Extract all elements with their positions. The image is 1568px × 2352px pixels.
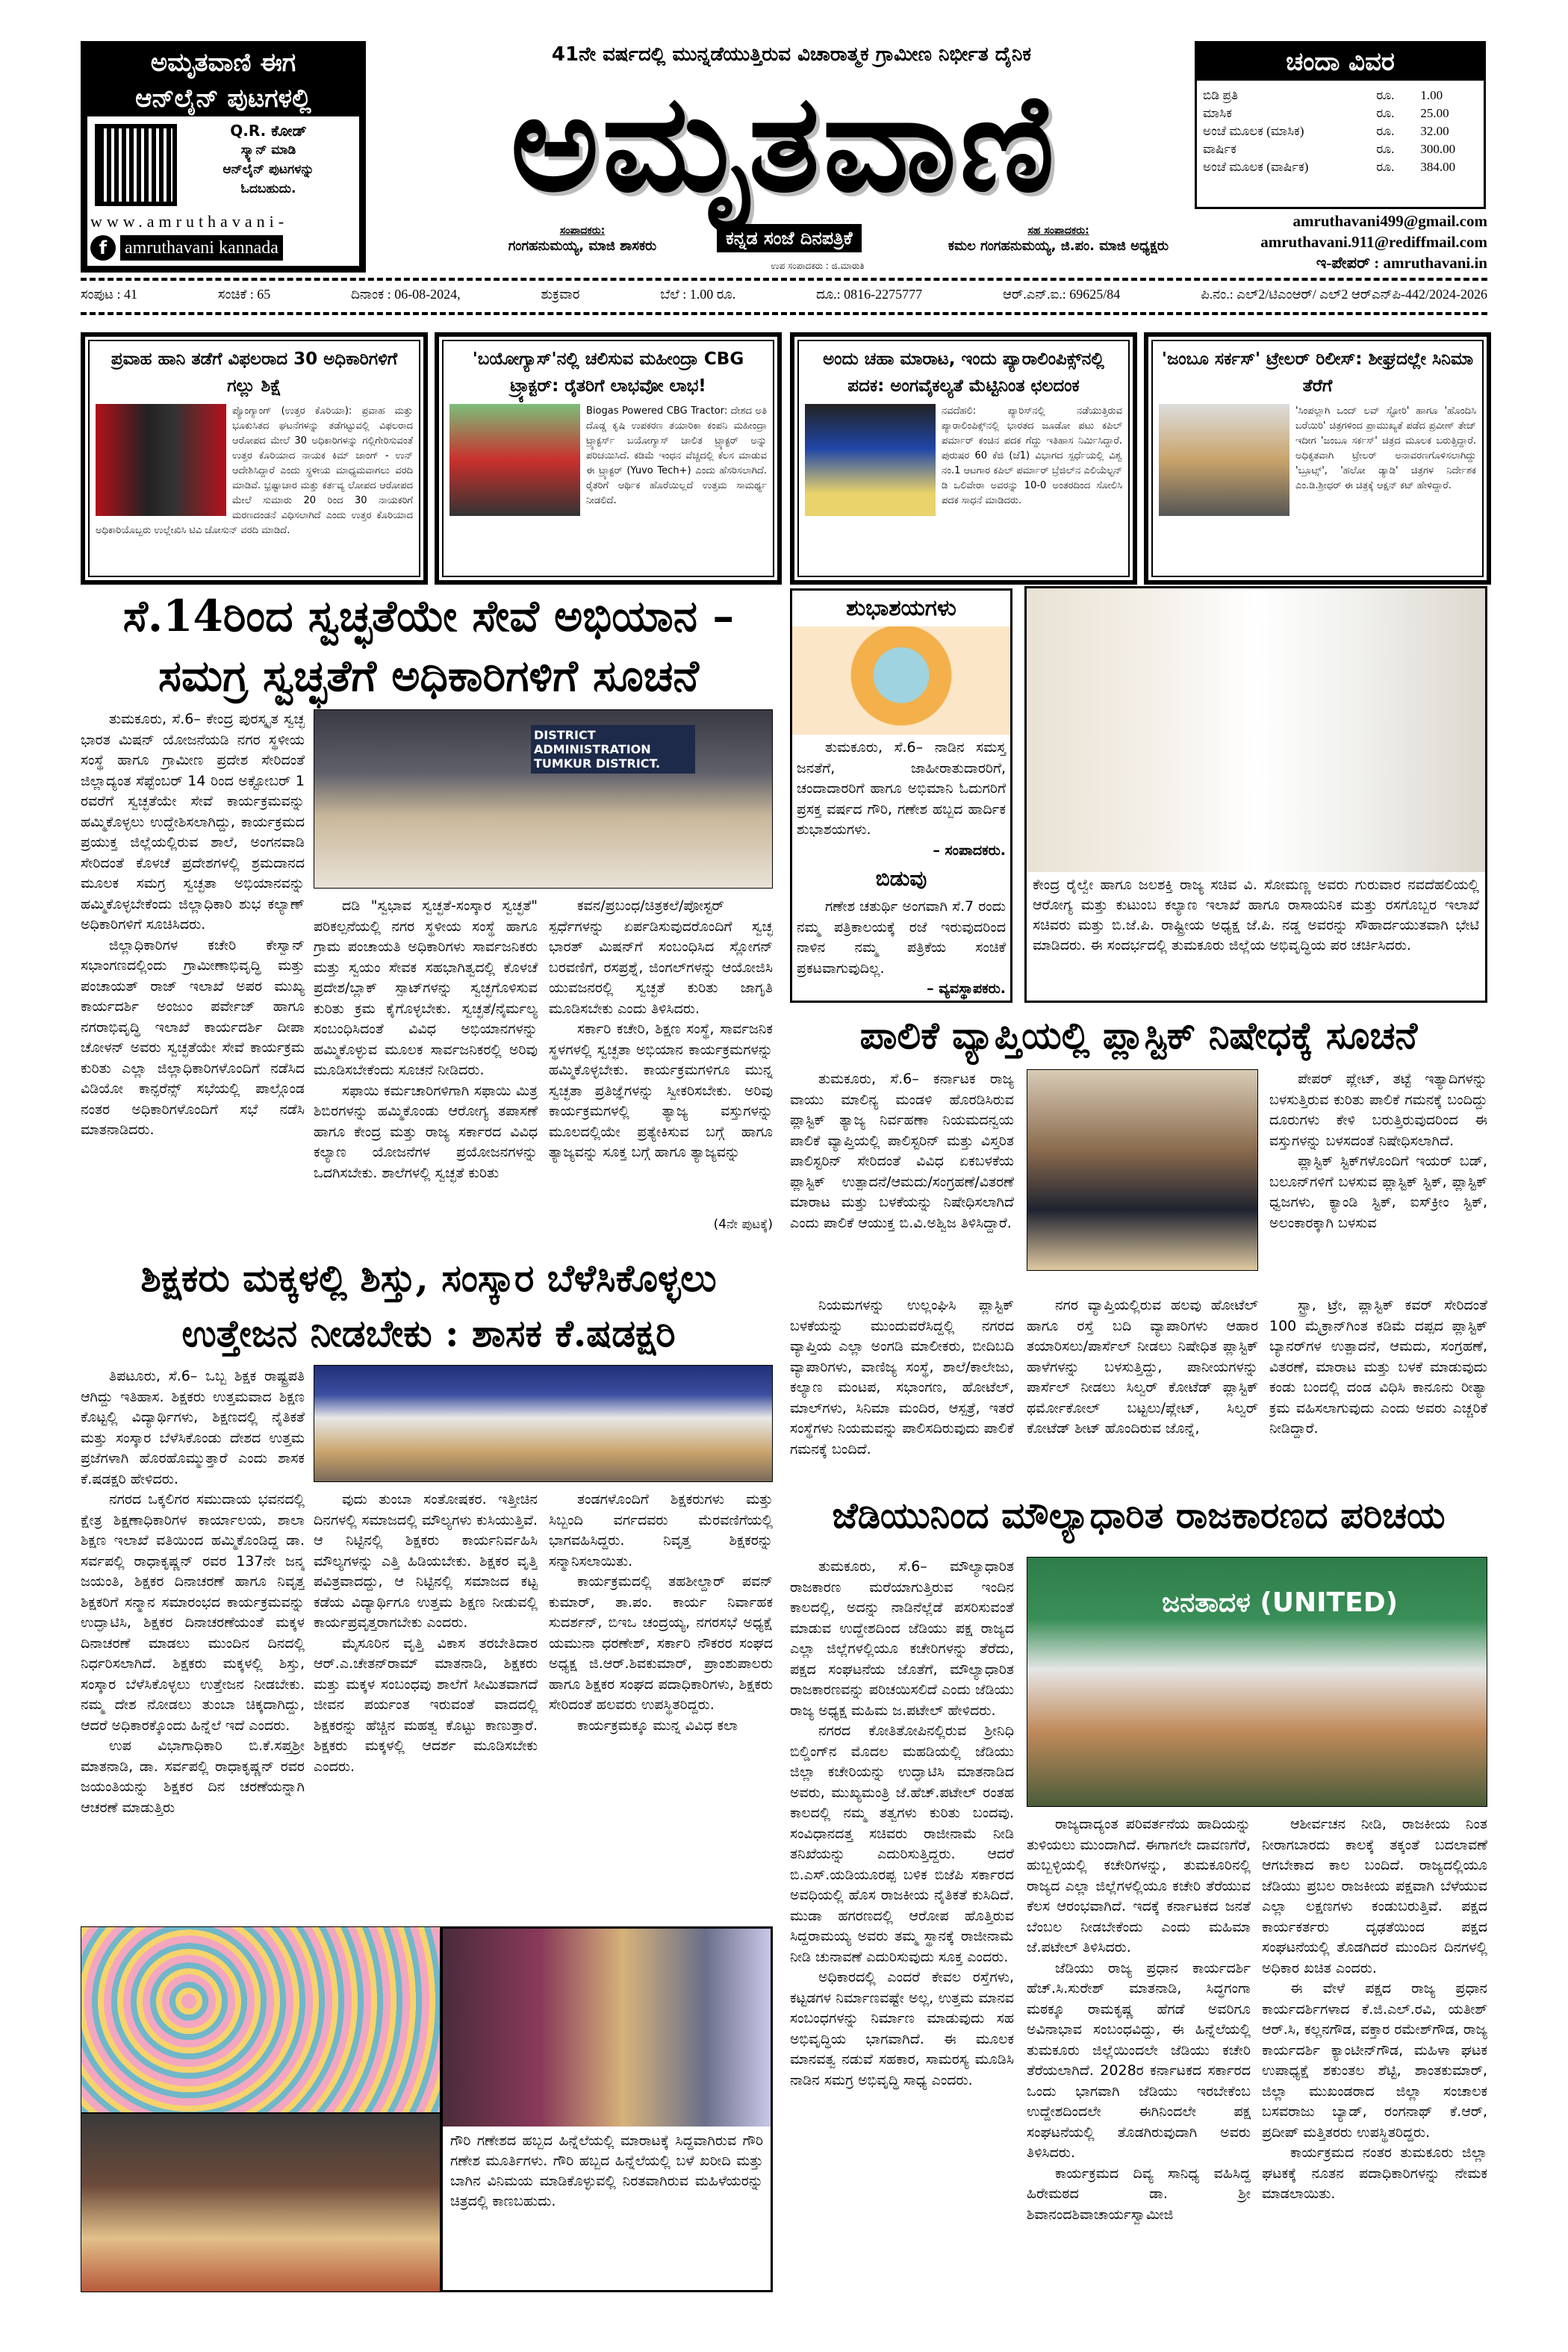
qr-code-icon[interactable] xyxy=(95,124,177,206)
jdu-banner: ಜನತಾದಳ (UNITED) xyxy=(1162,1587,1399,1618)
paragraph: ತುಮಕೂರು, ಸೆ.6– ಕೇಂದ್ರ ಪುರಸ್ಕೃತ ಸ್ವಚ್ಛ ಭಾರತ ಮಿಷನ್ ಯೋಜನೆಯಡಿ ನಗರ ಸ್ಥಳೀಯ ಸಂಸ್ಥೆ ಹಾಗೂ ಗ್ರಾಮೀಣ ಪ್ರದೇಶ ಸೇರಿದಂತೆ ಜಿಲ್ಲಾದ್ಯಂತ ಸೆಪ್ಟೆಂಬರ್ 14 ರಿಂದ ಅಕ್ಟೋಬರ್ 1 ರವರೆಗೆ ಸ್ವಚ್ಛತೆಯೇ ಸೇವೆ ಕಾರ್ಯಕ್ರಮವನ್ನು ಹಮ್ಮಿಕೊಳ್ಳಲು ಉದ್ದೇಶಿಸಲಾಗಿದ್ದು, ಕಾರ್ಯಕ್ರಮದ ಪ್ರಯುಕ್ತ ಜಿಲ್ಲೆಯಲ್ಲಿರುವ ಶಾಲೆ, ಅಂಗನವಾಡಿ ಸೇರಿದಂತೆ ಕೊಳಚೆ ಪ್ರದೇಶಗಳಲ್ಲಿ ಶ್ರಮದಾನದ ಮೂಲಕ ಸಮಗ್ರ ಸ್ವಚ್ಛತಾ ಅಭಿಯಾನವನ್ನು ಹಮ್ಮಿಕೊಳ್ಳಬೇಕೆಂದು ಜಿಲ್ಲಾಧಿಕಾರಿ ಶುಭ ಕಲ್ಯಾಣ್ ಅಧಿಕಾರಿಗಳಿಗೆ ಸೂಚಿಸಿದರು. xyxy=(81,711,305,933)
article-column xyxy=(790,1295,1014,1481)
news-box-photo xyxy=(96,404,226,516)
online-pages-promo xyxy=(81,41,366,273)
headline-swachhata xyxy=(81,586,777,706)
editor-label: ಸಂಪಾದಕರು: xyxy=(559,225,606,237)
commissioner-photo xyxy=(1027,1069,1258,1271)
paragraph: ತಿಪಟೂರು, ಸೆ.6– ಒಬ್ಬ ಶಿಕ್ಷಕ ರಾಷ್ಟ್ರಪತಿ ಆಗಿದ್ದು ಇತಿಹಾಸ. ಶಿಕ್ಷಕರು ಉತ್ತಮವಾದ ಶಿಕ್ಷಣ ಕೊಟ್ಟಲ್ಲಿ ವಿದ್ಯಾರ್ಥಿಗಳು, ಶಿಕ್ಷಣದಲ್ಲಿ ನೈತಿಕತೆ ಮತ್ತು ಸಂಸ್ಕಾರ ಬೆಳೆಸಿಕೊಂಡು ದೇಶದ ಉತ್ತಮ ಪ್ರಜೆಗಳಾಗಿ ಹೊರಹೊಮ್ಮುತ್ತಾರೆ ಎಂದು ಶಾಸಕ ಕೆ.ಷಡಕ್ಷರಿ ಹೇಳಿದರು. xyxy=(81,1368,305,1487)
photo-sign: DISTRICT ADMINISTRATION TUMKUR DISTRICT. xyxy=(531,725,695,774)
top-news-box[interactable] xyxy=(81,332,428,585)
greetings-title: ಶುಭಾಶಯಗಳು xyxy=(846,595,956,621)
postal-reg: ಪಿ.ನಂ.: ಎಲ್2/ಟಿಎಂಆರ್/ ಎಲ್2 ಆರ್‌ಎನ್‌ಪಿ-442/2024-2026 xyxy=(1201,287,1487,302)
paragraph: ವುದು ತುಂಬಾ ಸಂತೋಷಕರ. ಇತ್ತೀಚಿನ ದಿನಗಳಲ್ಲಿ ಸಮಾಜದಲ್ಲಿ ಮೌಲ್ಯಗಳು ಕುಸಿಯುತ್ತಿವೆ. ಆ ನಿಟ್ಟಿನಲ್ಲಿ ಶಿಕ್ಷಕರು ಕಾರ್ಯನಿರ್ವಹಿಸಿ ಮೌಲ್ಯಗಳನ್ನು ಎತ್ತಿ ಹಿಡಿಯಬೇಕು. ಶಿಕ್ಷಕರ ವೃತ್ತಿ ಪವಿತ್ರವಾದದ್ದು, ಆ ನಿಟ್ಟಿನಲ್ಲಿ ಸಮಾಜದ ಕಟ್ಟ ಕಡೆಯ ವಿದ್ಯಾರ್ಥಿಗೂ ಉತ್ತಮ ಶಿಕ್ಷಣ ನೀಡುವಲ್ಲಿ ಕಾರ್ಯಪ್ರವೃತ್ತರಾಗಬೇಕು ಎಂದರು. xyxy=(314,1491,538,1631)
paragraph: ಕಾರ್ಯಕ್ರಮದ ದಿವ್ಯ ಸಾನಿಧ್ಯ ವಹಿಸಿದ್ದ ಹಿರೇಮಠದ ಡಾ. ಶ್ರೀ ಶಿವಾನಂದಶಿವಾಚಾರ್ಯಸ್ವಾಮೀಜಿ xyxy=(1027,2165,1251,2223)
paragraph: ತುಮಕೂರು, ಸೆ.6– ಕರ್ನಾಟಕ ರಾಜ್ಯ ವಾಯು ಮಾಲಿನ್ಯ ಮಂಡಳಿ ಹೊರಡಿಸಿರುವ ಪ್ಲಾಸ್ಟಿಕ್ ತ್ಯಾಜ್ಯ ನಿರ್ವಹಣಾ ನಿಯಮದನ್ವಯ ಪಾಲಿಕೆ ವ್ಯಾಪ್ತಿಯಲ್ಲಿ ಪಾಲಿಸ್ಟರಿನ್ ಮತ್ತು ವಿಸ್ತರಿತ ಪಾಲಿಸ್ಟರಿನ್ ಸೇರಿದಂತೆ ವಿವಿಧ ಏಕಬಳಕೆಯ ಪ್ಲಾಸ್ಟಿಕ್ ಉತ್ಪಾದನೆ/ಆಮದು/ಸಂಗ್ರಹಣೆ/ವಿತರಣೆ ಮಾರಾಟ ಮತ್ತು ಬಳಕೆಯನ್ನು ನಿಷೇಧಿಸಲಾಗಿದೆ ಎಂದು ಪಾಲಿಕೆ ಆಯುಕ್ತ ಬಿ.ವಿ.ಅಶ್ವಿಜ ತಿಳಿಸಿದ್ದಾರೆ. xyxy=(790,1071,1014,1231)
article-column xyxy=(790,1069,1014,1292)
subscription-title: ಚಂದಾ ವಿವರ xyxy=(1197,43,1484,81)
somanna-photo-box xyxy=(1024,586,1487,1003)
greetings-body: ತುಮಕೂರು, ಸೆ.6– ನಾಡಿನ ಸಮಸ್ತ ಜನತೆಗೆ, ಜಾಹೀರಾತುದಾರರಿಗೆ, ಚಂದಾದಾರರಿಗೆ ಹಾಗೂ ಅಭಿಮಾನಿ ಓದುಗರಿಗೆ ಪ್ರಸಕ್ತ ವರ್ಷದ ಗೌರಿ, ಗಣೇಶ ಹಬ್ಬದ ಹಾರ್ದಿಕ ಶುಭಾಶಯಗಳು. xyxy=(797,739,1006,838)
sub-editor: ಉಪ ಸಂಪಾದಕರು : ಜಿ.ಮಾರುತಿ xyxy=(771,261,865,271)
subscription-label: ಬಿಡಿ ಪ್ರತಿ xyxy=(1203,88,1239,102)
paragraph: ಕವನ/ಪ್ರಬಂಧ/ಚಿತ್ರಕಲೆ/ಪೋಸ್ಟರ್ ಸ್ಪರ್ಧೆಗಳನ್ನು ಏರ್ಪಡಿಸುವುದರೊಂದಿಗೆ ಸ್ವಚ್ಛ ಭಾರತ್ ಮಿಷನ್‌ಗೆ ಸಂಬಂಧಿಸಿದ ಸ್ಲೋಗನ್ ಬರವಣಿಗೆ, ರಸಪ್ರಶ್ನೆ, ಜಿಂಗಲ್‌ಗಳನ್ನು ಆಯೋಜಿಸಿ ಯುವಜನರಲ್ಲಿ ಸ್ವಚ್ಛತೆ ಕುರಿತು ಜಾಗೃತಿ ಮೂಡಿಸಬೇಕು ಎಂದು ತಿಳಿಸಿದರು. xyxy=(549,897,773,1017)
headline-jdu: ಜೆಡಿಯುನಿಂದ ಮೌಲ್ಯಾಧಾರಿತ ರಾಜಕಾರಣದ ಪರಿಚಯ xyxy=(832,1495,1446,1537)
paragraph: ನಗರ ವ್ಯಾಪ್ತಿಯಲ್ಲಿರುವ ಹಲವು ಹೋಟೆಲ್ ಹಾಗೂ ರಸ್ತೆ ಬದಿ ವ್ಯಾಪಾರಿಗಳು ಆಹಾರ ತಯಾರಿಸಲು/ಪಾರ್ಸೆಲ್ ನೀಡಲು ನಿಷೇಧಿತ ಪ್ಲಾಸ್ಟಿಕ್ ಹಾಳೆಗಳನ್ನು ಬಳಸುತ್ತಿದ್ದು, ಪಾನೀಯಗಳನ್ನು ಪಾರ್ಸೆಲ್ ನೀಡಲು ಸಿಲ್ವರ್ ಕೋಟೆಡ್ ಪ್ಲಾಸ್ಟಿಕ್ ಥರ್ಮೋಕೋಲ್ ಬಟ್ಟಲು/ಪ್ಲೇಟ್, ಸಿಲ್ವರ್ ಕೋಟೆಡ್ ಶೀಟ್ ಹೊಂದಿರುವ ಜೊನ್ನೆ, xyxy=(1027,1297,1258,1437)
facebook-icon: f xyxy=(90,235,116,261)
top-news-box[interactable] xyxy=(435,332,782,585)
rni-number: ಆರ್.ಎನ್.ಐ.: 69625/84 xyxy=(1003,287,1121,302)
subscription-amt: 384.00 xyxy=(1420,160,1456,174)
paragraph: ರಾಜ್ಯದಾದ್ಯಂತ ಪರಿವರ್ತನೆಯ ಹಾದಿಯನ್ನು ತುಳಿಯಲು ಮುಂದಾಗಿದೆ. ಈಗಾಗಲೇ ದಾವಣಗೆರೆ, ಹುಬ್ಬಳ್ಳಿಯಲ್ಲಿ ಕಚೇರಿಗಳನ್ನು, ತುಮಕೂರಿನಲ್ಲಿ ರಾಜ್ಯದ ಎಲ್ಲಾ ಜಿಲ್ಲೆಗಳಲ್ಲಿಯೂ ಕಚೇರಿ ತೆರೆಯುವ ಕೆಲಸ ಆರಂಭವಾಗಿದೆ. ಇದಕ್ಕೆ ಕರ್ನಾಟಕದ ಜನತೆ ಬೆಂಬಲ ನೀಡಬೇಕೆಂದು ಎಂದು ಮಹಿಮಾ ಜೆ.ಪಟೇಲ್ ತಿಳಿಸಿದರು. xyxy=(1027,1816,1251,1956)
paragraph: ಕಾರ್ಯಕ್ರಮದಲ್ಲಿ ತಹಶೀಲ್ದಾರ್ ಪವನ್ ಕುಮಾರ್, ತಾ.ಪಂ. ಕಾರ್ಯ ನಿರ್ವಾಹಕ ಸುದರ್ಶನ್, ಬಿಇಒ ಚಂದ್ರಯ್ಯ, ನಗರಸಭೆ ಅಧ್ಯಕ್ಷೆ ಯಮುನಾ ಧರಣೇಶ್, ಸರ್ಕಾರಿ ನೌಕರರ ಸಂಘದ ಅಧ್ಯಕ್ಷ ಜಿ.ಆರ್.ಶಿವಕುಮಾರ್, ಪ್ರಾಂಶುಪಾಲರು ಹಾಗೂ ಶಿಕ್ಷಕರ ಸಂಘದ ಪದಾಧಿಕಾರಿಗಳು, ಶಿಕ್ಷಕರು ಸೇರಿದಂತೆ ಹಲವರು ಉಪಸ್ಥಿತರಿದ್ದರು. xyxy=(549,1573,773,1713)
phone: ದೂ.: 0816-2275777 xyxy=(816,287,923,302)
tagline: 41ನೇ ವರ್ಷದಲ್ಲಿ ಮುನ್ನಡೆಯುತ್ತಿರುವ ವಿಚಾರಾತ್ಮಕ ಗ್ರಾಮೀಣ ನಿರ್ಭೀತ ದೈನಿಕ xyxy=(551,43,1032,66)
news-box-title: ಪ್ರವಾಹ ಹಾನಿ ತಡೆಗೆ ವಿಫಲರಾದ 30 ಅಧಿಕಾರಿಗಳಿಗೆ ಗಲ್ಲು ಶಿಕ್ಷೆ xyxy=(111,349,398,396)
subscription-row xyxy=(1197,158,1484,176)
women-bagina-photo xyxy=(81,2113,441,2292)
volume: ಸಂಪುಟ : 41 xyxy=(81,287,137,302)
date: ದಿನಾಂಕ : 06-08-2024, xyxy=(351,287,461,302)
top-news-box[interactable] xyxy=(790,332,1137,585)
paragraph: ಕಾರ್ಯಕ್ರಮಕ್ಕೂ ಮುನ್ನ ವಿವಿಧ ಕಲಾ xyxy=(577,1717,738,1734)
paragraph: ಪೇಪರ್ ಪ್ಲೇಟ್, ತಟ್ಟೆ ಇತ್ಯಾದಿಗಳನ್ನು ಬಳಸುತ್ತಿರುವ ಕುರಿತು ಪಾಲಿಕೆ ಗಮನಕ್ಕೆ ಬಂದಿದ್ದು ದೂರುಗಳು ಕೇಳಿ ಬರುತ್ತಿರುವುದರಿಂದ ಈ ವಸ್ತುಗಳನ್ನು ಬಳಸದಂತೆ ನಿಷೇಧಿಸಲಾಗಿದೆ. xyxy=(1269,1071,1487,1149)
subscription-cur: ರೂ. xyxy=(1376,106,1395,120)
subscription-row xyxy=(1197,87,1484,105)
qr-line-3: ಆನ್‌ಲೈನ್ ಪುಟಗಳನ್ನು xyxy=(223,162,314,177)
article-column xyxy=(81,709,305,1243)
paragraph: ತುಮಕೂರು, ಸೆ.6– ಮೌಲ್ಯಾಧಾರಿತ ರಾಜಕಾರಣ ಮರೆಯಾಗುತ್ತಿರುವ ಇಂದಿನ ಕಾಲದಲ್ಲಿ, ಅದನ್ನು ನಾಡಿನೆಲ್ಲೆಡೆ ಪಸರಿಸುವಂತೆ ಮಾಡುವ ಉದ್ದೇಶದಿಂದ ಜೆಡಿಯು ಪಕ್ಷ ರಾಜ್ಯದ ಎಲ್ಲಾ ಜಿಲ್ಲೆಗಳಲ್ಲಿಯೂ ಕಚೇರಿಗಳನ್ನು ತೆರೆದು, ಪಕ್ಷದ ಸಂಘಟನೆಯ ಜೊತೆಗೆ, ಮೌಲ್ಯಾಧಾರಿತ ರಾಜಕಾರಣವನ್ನು ಪರಿಚಯಿಸಲಿದೆ ಎಂದು ಜೆಡಿಯು ರಾಜ್ಯ ಅಧ್ಯಕ್ಷ ಮಹಿಮ ಜ.ಪಟೇಲ್ ಹೇಳಿದರು. xyxy=(790,1558,1014,1719)
article-column xyxy=(549,1490,773,1889)
issue-info-bar xyxy=(81,285,1487,303)
paragraph: ನಿಯಮಗಳನ್ನು ಉಲ್ಲಂಘಿಸಿ ಪ್ಲಾಸ್ಟಿಕ್ ಬಳಕೆಯನ್ನು ಮುಂದುವರೆಸಿದ್ದಲ್ಲಿ ನಗರದ ವ್ಯಾಪ್ತಿಯ ಎಲ್ಲಾ ಅಂಗಡಿ ಮಾಲೀಕರು, ಬೀದಿಬದಿ ವ್ಯಾಪಾರಿಗಳು, ವಾಣಿಜ್ಯ ಸಂಸ್ಥೆ, ಶಾಲೆ/ಕಾಲೇಜು, ಕಲ್ಯಾಣ ಮಂಟಪ, ಸಭಾಂಗಣ, ಹೋಟೆಲ್, ಮಾಲ್‌ಗಳು, ಸಿನಿಮಾ ಮಂದಿರ, ಆಸ್ಪತ್ರೆ, ಇತರೆ ಸಂಸ್ಥೆಗಳು ನಿಯಮವನ್ನು ಪಾಲಿಸದಿರುವುದು ಪಾಲಿಕೆ ಗಮನಕ್ಕೆ ಬಂದಿದೆ. xyxy=(790,1297,1014,1457)
somanna-nadda-photo xyxy=(1027,588,1485,872)
paragraph: ಸ್ಟ್ರಾ, ಟ್ರೇ, ಪ್ಲಾಸ್ಟಿಕ್ ಕವರ್ ಸೇರಿದಂತೆ 100 ಮೈಕ್ರಾನ್‌ಗಿಂತ ಕಡಿಮೆ ದಪ್ಪದ ಪ್ಲಾಸ್ಟಿಕ್ ಬ್ಯಾನರ್‌ಗಳ ಉತ್ಪಾದನೆ, ಆಮದು, ಸಂಗ್ರಹಣೆ, ವಿತರಣೆ, ಮಾರಾಟ ಮತ್ತು ಬಳಕೆ ಮಾಡುವುದು ಕಂಡು ಬಂದಲ್ಲಿ ದಂಡ ವಿಧಿಸಿ ಕಾನೂನು ರೀತ್ಯಾ ಕ್ರಮ ವಹಿಸಲಾಗುವುದು ಎಂದು ಅವರು ಎಚ್ಚರಿಕೆ ನೀಡಿದ್ದಾರೆ. xyxy=(1269,1297,1487,1437)
paragraph: ತಂಡಗಳೊಂದಿಗೆ ಶಿಕ್ಷಕರುಗಳು ಮತ್ತು ಸಿಬ್ಬಂದಿ ವರ್ಗದವರು ಮೆರವಣಿಗೆಯಲ್ಲಿ ಭಾಗವಹಿಸಿದ್ದರು. ನಿವೃತ್ತ ಶಿಕ್ಷಕರನ್ನು ಸನ್ಮಾನಿಸಲಾಯಿತು. xyxy=(549,1491,773,1569)
subscription-row xyxy=(1197,122,1484,140)
email-rediff[interactable]: amruthavani.911@rediffmail.com xyxy=(1260,233,1487,251)
article-column xyxy=(1262,1814,1487,2296)
paragraph: ನಗರದ ಒಕ್ಕಲಿಗರ ಸಮುದಾಯ ಭವನದಲ್ಲಿ ಕ್ಷೇತ್ರ ಶಿಕ್ಷಣಾಧಿಕಾರಿಗಳ ಕಾರ್ಯಾಲಯ, ಶಾಲಾ ಶಿಕ್ಷಣ ಇಲಾಖೆ ವತಿಯಿಂದ ಹಮ್ಮಿಕೊಂಡಿದ್ದ ಡಾ. ಸರ್ವಪಲ್ಲಿ ರಾಧಾಕೃಷ್ಣನ್ ರವರ 137ನೇ ಜನ್ಮ ಜಯಂತಿ, ಶಿಕ್ಷಕರ ದಿನಾಚರಣೆ ಹಾಗೂ ನಿವೃತ್ತ ಶಿಕ್ಷಕರಿಗೆ ಸನ್ಮಾನ ಸಮಾರಂಭದ ಕಾರ್ಯಕ್ರಮವನ್ನು ಉದ್ಘಾಟಿಸಿ, ಶಿಕ್ಷಕರ ದಿನಾಚರಣೆಯಂತೆ ಮಕ್ಕಳ ದಿನಾಚರಣೆ ಮಾಡಲು ಮುಂದಿನ ದಿನದಲ್ಲಿ ನಿರ್ಧರಿಸಲಾಗಿದೆ. ಶಿಕ್ಷಕರು ಮಕ್ಕಳಲ್ಲಿ ಶಿಸ್ತು, ಸಂಸ್ಕಾರ ಬೆಳೆಸಿಕೊಳ್ಳಲು ಉತ್ತೇಜನ ನೀಡಬೇಕು. ನಮ್ಮ ದೇಶ ನೋಡಲು ತುಂಬಾ ಚಿಕ್ಕದಾಗಿದ್ದು, ಆದರೆ ಅಧಿಕಾರಕ್ಕೊಂದು ಹಿನ್ನೆಲೆ ಇದೆ ಎಂದರು. xyxy=(81,1491,305,1734)
news-box-body: Biogas Powered CBG Tractor: ದೇಶದ ಅತಿ ದೊಡ್ಡ ಕೃಷಿ ಉಪಕರಣ ತಯಾರಿಕಾ ಕಂಪನಿ ಮಹೀಂದ್ರಾ ಟ್ರ್ಯಾಕ್ಟರ್ಸ್ ಬಯೋಗ್ಯಾಸ್ ಚಾಲಿತ ಟ್ರ್ಯಾಕ್ಟರ್ ಅನ್ನು ಪರಿಚಯಿಸಿದೆ. ಕಡಿಮೆ ಇಂಧನ ವೆಚ್ಚದಲ್ಲಿ ಕೆಲಸ ಮಾಡುವ ಈ ಟ್ರ್ಯಾಕ್ಟರ್ (Yuvo Tech+) ಎಂದು ಹೆಸರಿಸಲಾಗಿದೆ. ರೈತರಿಗೆ ಆರ್ಥಿಕ ಹೊರೆಯಿಲ್ಲದೆ ಉತ್ತಮ ಸಾಮರ್ಥ್ಯ ನೀಡಲಿದೆ. xyxy=(586,405,767,506)
holiday-title: ಬಿಡುವು xyxy=(875,866,927,891)
bangle-market-photo xyxy=(443,1929,771,2127)
greetings-box xyxy=(790,588,1012,1003)
paragraph: ಪ್ಲಾಸ್ಟಿಕ್ ಸ್ಟಿಕ್‌ಗಳೊಂದಿಗೆ ಇಯರ್ ಬಡ್, ಬಲೂನ್‌ಗಳಿಗೆ ಬಳಸುವ ಪ್ಲಾಸ್ಟಿಕ್ ಸ್ಟಿಕ್, ಪ್ಲಾಸ್ಟಿಕ್ ಧ್ವಜಗಳು, ಕ್ಯಾಂಡಿ ಸ್ಟಿಕ್, ಐಸ್‌ಕ್ರೀಂ ಸ್ಟಿಕ್, ಅಲಂಕಾರಕ್ಕಾಗಿ ಬಳಸುವ xyxy=(1269,1153,1487,1231)
article-column xyxy=(314,1490,538,1889)
subscription-cur: ರೂ. xyxy=(1376,124,1395,138)
paragraph: ಉಪ ವಿಭಾಗಾಧಿಕಾರಿ ಬಿ.ಕೆ.ಸಪ್ತಶ್ರೀ ಮಾತನಾಡಿ, ಡಾ. ಸರ್ವಪಲ್ಲಿ ರಾಧಾಕೃಷ್ಣನ್ ರವರ ಜಯಂತಿಯನ್ನು ಶಿಕ್ಷಕರ ದಿನ ಚರಣೆಯನ್ನಾಗಿ ಆಚರಣೆ ಮಾಡುತ್ತಿರು xyxy=(81,1737,305,1816)
subscription-amt: 300.00 xyxy=(1420,142,1456,156)
qr-line-2: ಸ್ಕ್ಯಾನ್ ಮಾಡಿ xyxy=(240,143,296,158)
paragraph: ಆಶೀರ್ವಚನ ನೀಡಿ, ರಾಜಕೀಯ ನಿಂತ ನೀರಾಗಬಾರದು ಕಾಲಕ್ಕೆ ತಕ್ಕಂತೆ ಬದಲಾವಣೆ ಆಗಬೇಕಾದ ಕಾಲ ಬಂದಿದೆ. ರಾಜ್ಯದಲ್ಲಿಯೂ ಜೆಡಿಯು ಪ್ರಬಲ ರಾಜಕೀಯ ಪಕ್ಷವಾಗಿ ಬೆಳೆಯುವ ಎಲ್ಲಾ ಲಕ್ಷಣಗಳು ಕಂಡುಬರುತ್ತಿವೆ. ಪಕ್ಷದ ಕಾರ್ಯಕರ್ತರು ದೃಢತೆಯಿಂದ ಪಕ್ಷದ ಸಂಘಟನೆಯಲ್ಲಿ ತೊಡಗಿದರೆ ಮುಂದಿನ ದಿನಗಳಲ್ಲಿ ಅಧಿಕಾರ ಖಚಿತ ಎಂದರು. xyxy=(1262,1816,1487,1976)
article-column xyxy=(549,896,773,1204)
headline-line-2: ಸಮಗ್ರ ಸ್ವಚ್ಛತೆಗೆ ಅಧಿಕಾರಿಗಳಿಗೆ ಸೂಚನೆ xyxy=(158,650,699,701)
top-news-box[interactable] xyxy=(1144,332,1491,585)
subscription-amt: 1.00 xyxy=(1420,88,1443,102)
headline-plastic: ಪಾಲಿಕೆ ವ್ಯಾಪ್ತಿಯಲ್ಲಿ ಪ್ಲಾಸ್ಟಿಕ್ ನಿಷೇಧಕ್ಕೆ ಸೂಚನೆ xyxy=(859,1013,1418,1057)
co-editor-name: ಕಮಲ ಗಂಗಹನುಮಯ್ಯ, ಜಿ.ಪಂ. ಮಾಜಿ ಅಧ್ಯಕ್ಷರು xyxy=(948,238,1169,254)
jdu-office-photo xyxy=(1027,1557,1487,1807)
meeting-photo xyxy=(314,709,773,889)
headline-line-1: ಶಿಕ್ಷಕರು ಮಕ್ಕಳಲ್ಲಿ ಶಿಸ್ತು, ಸಂಸ್ಕಾರ ಬೆಳೆಸಿಕೊಳ್ಳಲು xyxy=(140,1256,717,1300)
paragraph: ಅಧಿಕಾರದಲ್ಲಿ ಎಂದರೆ ಕೇವಲ ರಸ್ತೆಗಳು, ಕಟ್ಟಡಗಳ ನಿರ್ಮಾಣವಷ್ಟೇ ಅಲ್ಲ, ಉತ್ತಮ ಮಾನವ ಸಂಬಂಧಗಳನ್ನು ನಿರ್ಮಾಣ ಮಾಡುವುದು ಸಹ ಅಭಿವೃದ್ಧಿಯ ಭಾಗವಾಗಿದೆ. ಈ ಮೂಲಕ ಮಾನವತ್ವ ನಡುವೆ ಸಹಕಾರ, ಸಾಮರಸ್ಯ ಮೂಡಿಸಿ ನಾಡಿನ ಸಮಗ್ರ ಅಭಿವೃದ್ಧಿ ಸಾಧ್ಯ ಎಂದರು. xyxy=(790,1969,1014,2088)
bangles-photo-box xyxy=(441,1926,773,2292)
facebook-handle[interactable]: amruthavani kannada xyxy=(120,235,283,261)
subscription-box xyxy=(1195,41,1486,209)
news-box-title: 'ಬಯೋಗ್ಯಾಸ್'ನಲ್ಲಿ ಚಲಿಸುವ ಮಹೀಂದ್ರಾ CBG ಟ್ರ್ಯಾಕ್ಟರ್: ರೈತರಿಗೆ ಲಾಭವೋ ಲಾಭ! xyxy=(472,349,744,396)
holiday-body: ಗಣೇಶ ಚತುರ್ಥಿ ಅಂಗವಾಗಿ ಸೆ.7 ರಂದು ನಮ್ಮ ಪತ್ರಿಕಾಲಯಕ್ಕೆ ರಜೆ ಇರುವುದರಿಂದ ನಾಳಿನ ನಮ್ಮ ಪತ್ರಿಕೆಯ ಸಂಚಿಕೆ ಪ್ರಕಟವಾಗುವುದಿಲ್ಲ. xyxy=(797,898,1006,977)
subscription-label: ವಾರ್ಷಿಕ xyxy=(1203,142,1236,156)
news-box-photo xyxy=(805,404,936,516)
news-box-body: 'ಸಿಂಪಲ್ಲಾಗಿ ಒಂದ್ ಲವ್ ಸ್ಟೋರಿ' ಹಾಗೂ 'ಹೊಂದಿಸಿ ಬರೆಯಿರಿ' ಚಿತ್ರಗಳಿಂದ ಪ್ರಾಮುಖ್ಯತೆ ಪಡೆದ ಪ್ರವೀಣ್ ತೇಜ್ ಇದೀಗ 'ಜಂಬೂ ಸರ್ಕಸ್' ಚಿತ್ರದ ಮೂಲಕ ಬರುತ್ತಿದ್ದಾರೆ. ಅಧಿಕೃತವಾಗಿ ಟ್ರೇಲರ್ ಅನಾವರಣಗೊಳಿಸಲಾಗಿದ್ದು 'ಬ್ರೂಟ್ಸ್', 'ಹಲೋ ಡ್ಯಾಡಿ' ಚಿತ್ರಗಳ ನಿರ್ದೇಶಕ ಎಂ.ಡಿ.ಶ್ರೀಧರ್ ಈ ಚಿತ್ರಕ್ಕೆ ಆಕ್ಷನ್ ಕಟ್ ಹೇಳಿದ್ದಾರೆ. xyxy=(1295,405,1476,491)
promo-title-1: ಅಮೃತವಾಣಿ ಈಗ xyxy=(150,48,296,78)
news-box-body: ನವದೆಹಲಿ: ಪ್ಯಾರಿಸ್‌ನಲ್ಲಿ ನಡೆಯುತ್ತಿರುವ ಪ್ಯಾರಾಲಿಂಪಿಕ್ಸ್‌ನಲ್ಲಿ ಭಾರತದ ಜೂಡೋ ಪಟು ಕಪಿಲ್ ಪರ್ಮಾರ್ ಕಂಚಿನ ಪದಕ ಗೆದ್ದು ಇತಿಹಾಸ ನಿರ್ಮಿಸಿದ್ದಾರೆ. ಪುರುಷರ 60 ಕೆಜಿ (ಜೆ1) ವಿಭಾಗದ ಸ್ಪರ್ಧೆಯಲ್ಲಿ ವಿಶ್ವ ನಂ.1 ಆಟಗಾರ ಕಪಿಲ್ ಪರ್ಮಾರ್ ಬ್ರೆಜಿಲ್‌ನ ಎಲಿಯೆಲ್ಟನ್ ಡಿ ಒಲಿವೇರಾ ಅವರನ್ನು 10-0 ಅಂತರದಿಂದ ಸೋಲಿಸಿ ಪದಕ ಸಾಧನೆ ಮಾಡಿದರು. xyxy=(942,405,1122,506)
subscription-cur: ರೂ. xyxy=(1376,88,1395,102)
subscription-amt: 25.00 xyxy=(1420,106,1449,120)
subscription-label: ಅಂಚೆ ಮೂಲಕ (ವಾರ್ಷಿಕ) xyxy=(1203,160,1309,174)
continued-note: (4ನೇ ಪುಟಕ್ಕೆ) xyxy=(713,1217,773,1232)
paragraph: ಜೆಡಿಯು ರಾಜ್ಯ ಪ್ರಧಾನ ಕಾರ್ಯದರ್ಶಿ ಹೆಚ್.ಸಿ.ಸುರೇಶ್ ಮಾತನಾಡಿ, ಸಿದ್ಧಗಂಗಾ ಮಠಕ್ಕೂ ರಾಮಕೃಷ್ಣ ಹೆಗಡೆ ಅವರಿಗೂ ಅವಿನಾಭಾವ ಸಂಬಂಧವಿದ್ದು, ಈ ಹಿನ್ನೆಲೆಯಲ್ಲಿ ತುಮಕೂರು ಜಿಲ್ಲೆಯಿಂದಲೇ ಜೆಡಿಯು ಕಚೇರಿ ತೆರೆಯಲಾಗಿದೆ. 2028ರ ಕರ್ನಾಟಕದ ಸರ್ಕಾರದ ಒಂದು ಭಾಗವಾಗಿ ಜೆಡಿಯು ಇರಬೇಕೆಂಬ ಉದ್ದೇಶದಿಂದಲೇ ಈಗಿನಿಂದಲೇ ಪಕ್ಷ ಸಂಘಟನೆಯಲ್ಲಿ ತೊಡಗಿರುವುದಾಗಿ ಅವರು ತಿಳಿಸಿದರು. xyxy=(1027,1959,1251,2161)
paragraph: ಜಿಲ್ಲಾಧಿಕಾರಿಗಳ ಕಚೇರಿ ಕೇಸ್ವಾನ್ ಸಭಾಂಗಣದಲ್ಲಿಂದು ಗ್ರಾಮೀಣಾಭಿವೃದ್ಧಿ ಮತ್ತು ಪಂಚಾಯತ್ ರಾಜ್ ಇಲಾಖೆ ಅಪರ ಮುಖ್ಯ ಕಾರ್ಯದರ್ಶಿ ಅಂಜುಂ ಪರ್ವೇಜ್ ಹಾಗೂ ನಗರಾಭಿವೃದ್ಧಿ ಇಲಾಖೆ ಕಾರ್ಯದರ್ಶಿ ದೀಪಾ ಚೋಳನ್ ಅವರು ಸ್ವಚ್ಛತೆಯೇ ಸೇವೆ ಕಾರ್ಯಕ್ರಮ ಕುರಿತು ಎಲ್ಲಾ ಜಿಲ್ಲಾಧಿಕಾರಿಗಳೊಂದಿಗೆ ನಡೆಸಿದ ವಿಡಿಯೋ ಕಾನ್ಫರೆನ್ಸ್ ಸಭೆಯಲ್ಲಿ ಪಾಲ್ಗೊಂಡ ನಂತರ ಅಧಿಕಾರಿಗಳೊಂದಿಗೆ ಸಭೆ ನಡೆಸಿ ಮಾತನಾಡಿದರು. xyxy=(81,936,305,1138)
holiday-sign: – ವ್ಯವಸ್ಥಾಪಕರು. xyxy=(927,980,1006,997)
divider xyxy=(81,312,1487,315)
subscription-cur: ರೂ. xyxy=(1376,142,1395,156)
newspaper-title-logo: ಅಮೃತವಾಣಿ xyxy=(510,66,1058,222)
article-column xyxy=(1269,1295,1487,1481)
epaper-link[interactable]: ಇ-ಪೇಪರ್ : amruthavani.in xyxy=(1316,254,1487,272)
article-column xyxy=(1269,1069,1487,1292)
subscription-table xyxy=(1197,87,1484,176)
paragraph: ಸಫಾಯಿ ಕರ್ಮಚಾರಿಗಳಿಗಾಗಿ ಸಫಾಯಿ ಮಿತ್ರ ಶಿಬಿರಗಳನ್ನು ಹಮ್ಮಿಕೊಂಡು ಆರೋಗ್ಯ ತಪಾಸಣೆ ಹಾಗೂ ಕೇಂದ್ರ ಮತ್ತು ರಾಜ್ಯ ಸರ್ಕಾರದ ವಿವಿಧ ಕಲ್ಯಾಣ ಯೋಜನೆಗಳ ಪ್ರಯೋಜನಗಳನ್ನು ಒದಗಿಸಬೇಕು. ಶಾಲೆಗಳಲ್ಲಿ ಸ್ವಚ್ಛತೆ ಕುರಿತು xyxy=(314,1082,538,1181)
news-box-title: ಅಂದು ಚಹಾ ಮಾರಾಟ, ಇಂದು ಪ್ಯಾರಾಲಿಂಪಿಕ್ಸ್‌ನಲ್ಲಿ ಪದಕ: ಅಂಗವೈಕಲ್ಯತೆ ಮೆಟ್ಟಿನಿಂತ ಛಲದಂಕ xyxy=(823,349,1104,396)
festival-caption: ಗೌರಿ ಗಣೇಶದ ಹಬ್ಬದ ಹಿನ್ನೆಲೆಯಲ್ಲಿ ಮಾರಾಟಕ್ಕೆ ಸಿದ್ದವಾಗಿರುವ ಗೌರಿ ಗಣೇಶ ಮೂರ್ತಿಗಳು. ಗೌರಿ ಹಬ್ಬದ ಹಿನ್ನೆಲೆಯಲ್ಲಿ ಬಳೆ ಖರೀದಿ ಮತ್ತು ಬಾಗಿನ ವಿನಿಮಯ ಮಾಡಿಕೊಳ್ಳುವಲ್ಲಿ ನಿರತವಾಗಿರುವ ಮಹಿಳೆಯರನ್ನು ಚಿತ್ರದಲ್ಲಿ ಕಾಣಬಹುದು. xyxy=(450,2132,763,2209)
paragraph: ಸರ್ಕಾರಿ ಕಚೇರಿ, ಶಿಕ್ಷಣ ಸಂಸ್ಥೆ, ಸಾರ್ವಜನಿಕ ಸ್ಥಳಗಳಲ್ಲಿ ಸ್ವಚ್ಛತಾ ಅಭಿಯಾನ ಕಾರ್ಯಕ್ರಮಗಳನ್ನು ಹಮ್ಮಿಕೊಳ್ಳಬೇಕು. ಕಾರ್ಯಕ್ರಮಗಳಿಗೂ ಮುನ್ನ ಸ್ವಚ್ಛತಾ ಪ್ರತಿಜ್ಞೆಗಳನ್ನು ಸ್ವೀಕರಿಸಬೇಕು. ಅರಿವು ಕಾರ್ಯಕ್ರಮಗಳಲ್ಲಿ ತ್ಯಾಜ್ಯ ವಸ್ತುಗಳನ್ನು ಮೂಲದಲ್ಲಿಯೇ ಪ್ರತ್ಯೇಕಿಸುವ ಬಗ್ಗೆ ಹಾಗೂ ತ್ಯಾಜ್ಯವನ್ನು ಸೂಕ್ತ ಬಗ್ಗೆ ಹಾಗೂ ತ್ಯಾಜ್ಯವನ್ನು xyxy=(549,1021,773,1160)
article-column xyxy=(790,1557,1014,2296)
news-box-photo xyxy=(1159,404,1289,516)
promo-title-2: ಆನ್‌ಲೈನ್ ಪುಟಗಳಲ್ಲಿ xyxy=(135,84,311,113)
news-box-title: 'ಜಂಬೂ ಸರ್ಕಸ್' ಟ್ರೇಲರ್ ರಿಲೀಸ್: ಶೀಘ್ರದಲ್ಲೇ ಸಿನಿಮಾ ತೆರೆಗೆ xyxy=(1161,349,1474,396)
ganesha-idols-photo xyxy=(81,1926,441,2113)
issue: ಸಂಚಿಕೆ : 65 xyxy=(217,287,271,302)
paragraph: ಮೈಸೂರಿನ ವೃತ್ತಿ ವಿಕಾಸ ತರಬೇತಿದಾರ ಆರ್.ಎ.ಚೇತನ್‌ರಾಮ್ ಮಾತನಾಡಿ, ಶಿಕ್ಷಕರು ಮತ್ತು ಮಕ್ಕಳ ಸಂಬಂಧವು ಶಾಲೆಗೆ ಸೀಮಿತವಾಗದೆ ಜೀವನ ಪರ್ಯಂತ ಇರುವಂತೆ ವಾದದಲ್ಲಿ ಶಿಕ್ಷಕರನ್ನು ಹೆಚ್ಚಿನ ಮಹತ್ವ ಕೊಟ್ಟು ಕಾಣುತ್ತಾರೆ. ಶಿಕ್ಷಕರು ಮಕ್ಕಳಲ್ಲಿ ಆದರ್ಶ ಮೂಡಿಸಬೇಕು ಎಂದರು. xyxy=(314,1634,538,1775)
subscription-cur: ರೂ. xyxy=(1376,160,1395,174)
article-column xyxy=(81,1366,305,1889)
subscription-label: ಮಾಸಿಕ xyxy=(1203,106,1232,120)
headline-teachers xyxy=(81,1251,777,1361)
article-column xyxy=(314,896,538,1243)
qr-line-4: ಓದಬಹುದು. xyxy=(240,181,296,196)
greetings-sign: – ಸಂಪಾದಕರು. xyxy=(933,841,1006,859)
teachers-day-photo xyxy=(314,1365,773,1482)
editor-name: ಗಂಗಹನುಮಯ್ಯ, ಮಾಜಿ ಶಾಸಕರು xyxy=(508,238,657,254)
article-column xyxy=(1027,1295,1258,1481)
email-gmail[interactable]: amruthavani499@gmail.com xyxy=(1292,212,1487,230)
news-box-photo xyxy=(449,404,580,516)
subscription-row xyxy=(1197,105,1484,122)
subscription-row xyxy=(1197,140,1484,158)
news-box-body: ಪ್ಯೊಂಗ್ಯಾಂಗ್ (ಉತ್ತರ ಕೊರಿಯಾ): ಪ್ರವಾಹ ಮತ್ತು ಭೂಕುಸಿತದ ಘಟನೆಗಳನ್ನು ತಡೆಗಟ್ಟುವಲ್ಲಿ ವಿಫಲರಾದ ಆರೋಪದ ಮೇಲೆ 30 ಅಧಿಕಾರಿಗಳನ್ನು ಗಲ್ಲಿಗೇರಿಸುವಂತೆ ಉತ್ತರ ಕೊರಿಯಾದ ನಾಯಕ ಕಿಮ್ ಜಾಂಗ್ - ಉನ್ ಆದೇಶಿಸಿದ್ದಾರೆ ಎಂದು ಸ್ಥಳೀಯ ಮಾಧ್ಯಮವಾಗಲು ವರದಿ ಮಾಡಿವೆ. ಭ್ರಷ್ಟಾಚಾರ ಮತ್ತು ಕರ್ತವ್ಯ ಲೋಪದ ಆರೋಪದ ಮೇಲೆ ಸುಮಾರು 20 ರಿಂದ 30 ನಾಯಕರಿಗೆ ಮರಣದಂಡನೆ ವಿಧಿಸಲಾಗಿದೆ ಎಂದು ಉತ್ತರ ಕೊರಿಯಾದ ಅಧಿಕಾರಿಯೊಬ್ಬರು ಉಲ್ಲೇಖಿಸಿ ಟಿವಿ ಚೋಸುನ್ ವರದಿ ಮಾಡಿದೆ. xyxy=(96,405,413,536)
paragraph: ದಡಿ "ಸ್ವಭಾವ ಸ್ವಚ್ಛತೆ-ಸಂಸ್ಕಾರ ಸ್ವಚ್ಛತೆ" ಪರಿಕಲ್ಪನೆಯಲ್ಲಿ ನಗರ ಸ್ಥಳೀಯ ಸಂಸ್ಥೆ ಹಾಗೂ ಗ್ರಾಮ ಪಂಚಾಯತಿ ಅಧಿಕಾರಿಗಳು ಸಾರ್ವಜನಿಕರು ಮತ್ತು ಸ್ವಯಂ ಸೇವಕ ಸಹಭಾಗಿತ್ವದಲ್ಲಿ ಕೊಳಚೆ ಪ್ರದೇಶ/ಬ್ಲಾಕ್ ಸ್ಪಾಟ್‌ಗಳನ್ನು ಸ್ವಚ್ಛಗೊಳಿಸುವ ಕುರಿತು ಕ್ರಮ ಕೈಗೊಳ್ಳಬೇಕು. ಸ್ವಚ್ಛತೆ/ನೈರ್ಮಲ್ಯ ಸಂಬಂಧಿಸಿದಂತೆ ವಿವಿಧ ಅಭಿಯಾನಗಳನ್ನು ಹಮ್ಮಿಕೊಳ್ಳುವ ಮೂಲಕ ಸಾರ್ವಜನಿಕರಲ್ಲಿ ಅರಿವು ಮೂಡಿಸಬೇಕೆಂದು ಸೂಚನೆ ನೀಡಿದರು. xyxy=(314,897,538,1078)
co-editor-label: ಸಹ ಸಂಪಾದಕರು: xyxy=(1027,225,1089,237)
website-link[interactable]: www.amruthavani- xyxy=(90,212,289,231)
divider xyxy=(81,278,1487,281)
subscription-amt: 32.00 xyxy=(1420,124,1449,138)
headline-line-2: ಉತ್ತೇಜನ ನೀಡಬೇಕು : ಶಾಸಕ ಕೆ.ಷಡಕ್ಷರಿ xyxy=(181,1311,676,1355)
ganesha-illustration xyxy=(792,626,1010,735)
article-column xyxy=(1027,1814,1251,2296)
headline-line-1: ಸೆ.14ರಿಂದ ಸ್ವಚ್ಛತೆಯೇ ಸೇವೆ ಅಭಿಯಾನ – xyxy=(122,591,735,641)
paragraph: ಈ ವೇಳೆ ಪಕ್ಷದ ರಾಜ್ಯ ಪ್ರಧಾನ ಕಾರ್ಯದರ್ಶಿಗಳಾದ ಕೆ.ಜಿ.ಎಲ್.ರವಿ, ಯತೀಶ್ ಆರ್.ಸಿ, ಕಲ್ಲನಗೌಡ, ವಕ್ತಾರ ರಮೇಶ್‌ಗೌಡ, ರಾಜ್ಯ ಕಾರ್ಯದರ್ಶಿ ಕ್ಯಾಂಟೀನ್‌ಗೌಡ, ಮಹಿಳಾ ಘಟಕ ಉಪಾಧ್ಯಕ್ಷೆ ಶಕುಂತಲ ಶೆಟ್ಟಿ, ಶಾಂತಕುಮಾರ್, ಜಿಲ್ಲಾ ಮುಖಂಡರಾದ ಜಿಲ್ಲಾ ಸಂಚಾಲಕ ಬಸವರಾಜು ಬ್ಯಾಡ್, ರಂಗನಾಥ್ ಕೆ.ಆರ್, ಪ್ರದೀಪ್ ಮತ್ತಿತರರು ಉಪಸ್ಥಿತರಿದ್ದರು. xyxy=(1262,1980,1487,2141)
paragraph: ನಗರದ ಕೋತಿತೋಪಿನಲ್ಲಿರುವ ಶ್ರೀನಿಧಿ ಬಿಲ್ಡಿಂಗ್‌ನ ಮೊದಲ ಮಹಡಿಯಲ್ಲಿ ಜೆಡಿಯು ಜಿಲ್ಲಾ ಕಚೇರಿಯನ್ನು ಉದ್ಘಾಟಿಸಿ ಮಾತನಾಡಿದ ಅವರು, ಮುಖ್ಯಮಂತ್ರಿ ಜೆ.ಹೆಚ್.ಪಟೇಲ್ ರಂತಹ ಕಾಲದಲ್ಲಿ ನಮ್ಮ ತತ್ವಗಳು ಕುರಿತು ಬಂದವು. ಸಂವಿಧಾನದತ್ತ ಸಚಿವರು ರಾಜೀನಾಮೆ ನೀಡಿ ತನಿಖೆಯನ್ನು ಎದುರಿಸುತ್ತಿದ್ದರು. ಆದರೆ ಬಿ.ಎಸ್.ಯಡಿಯೂರಪ್ಪ ಬಳಿಕ ಬಿಜೆಪಿ ಸರ್ಕಾರದ ಅವಧಿಯಲ್ಲಿ ಹೊಸ ರಾಜಕೀಯ ನೈತಿಕತೆ ಕುಸಿದಿದೆ. ಮುಡಾ ಹಗರಣದಲ್ಲಿ ಆರೋಪ ಹೊತ್ತಿರುವ ಸಿದ್ದರಾಮಯ್ಯ ಅವರು ತಮ್ಮ ಸ್ಥಾನಕ್ಕೆ ರಾಜೀನಾಮೆ ನೀಡಿ ಚುನಾವಣೆ ಎದುರಿಸುವುದು ಸೂಕ್ತ ಎಂದರು. xyxy=(790,1723,1014,1965)
subscription-label: ಅಂಚೆ ಮೂಲಕ (ಮಾಸಿಕ) xyxy=(1203,124,1304,138)
qr-label: Q.R. ಕೋಡ್ xyxy=(230,122,307,140)
price: ಬೆಲೆ : 1.00 ರೂ. xyxy=(660,287,736,302)
newspaper-subtitle: ಕನ್ನಡ ಸಂಜೆ ದಿನಪತ್ರಿಕೆ xyxy=(717,224,862,252)
day: ಶುಕ್ರವಾರ xyxy=(541,287,580,302)
photo-caption: ಕೇಂದ್ರ ರೈಲ್ವೇ ಹಾಗೂ ಜಲಶಕ್ತಿ ರಾಜ್ಯ ಸಚಿವ ವಿ. ಸೋಮಣ್ಣ ಅವರು ಗುರುವಾರ ನವದೆಹಲಿಯಲ್ಲಿ ಆರೋಗ್ಯ ಮತ್ತು ಕುಟುಂಬ ಕಲ್ಯಾಣ ಇಲಾಖೆ ಹಾಗೂ ರಾಸಾಯನಿಕ ಮತ್ತು ರಸಗೊಬ್ಬರ ಇಲಾಖೆ ಸಚಿವರು ಮತ್ತು ಬಿ.ಜೆ.ಪಿ. ರಾಷ್ಟ್ರೀಯ ಅಧ್ಯಕ್ಷ ಜೆ.ಪಿ. ನಡ್ಡ ಅವರನ್ನು ಸೌಹಾರ್ದಯುತವಾಗಿ ಭೇಟಿ ಮಾಡಿದರು. ಈ ಸಂದರ್ಭದಲ್ಲಿ ತುಮಕೂರು ಜಿಲ್ಲೆಯ ಅಭಿವೃದ್ಧಿಯ ಪರ ಚರ್ಚಿಸಿದರು. xyxy=(1033,877,1479,953)
paragraph: ಕಾರ್ಯಕ್ರಮದ ನಂತರ ತುಮಕೂರು ಜಿಲ್ಲಾ ಘಟಕಕ್ಕೆ ನೂತನ ಪದಾಧಿಕಾರಿಗಳನ್ನು ನೇಮಕ ಮಾಡಲಾಯಿತು. xyxy=(1262,2144,1487,2202)
